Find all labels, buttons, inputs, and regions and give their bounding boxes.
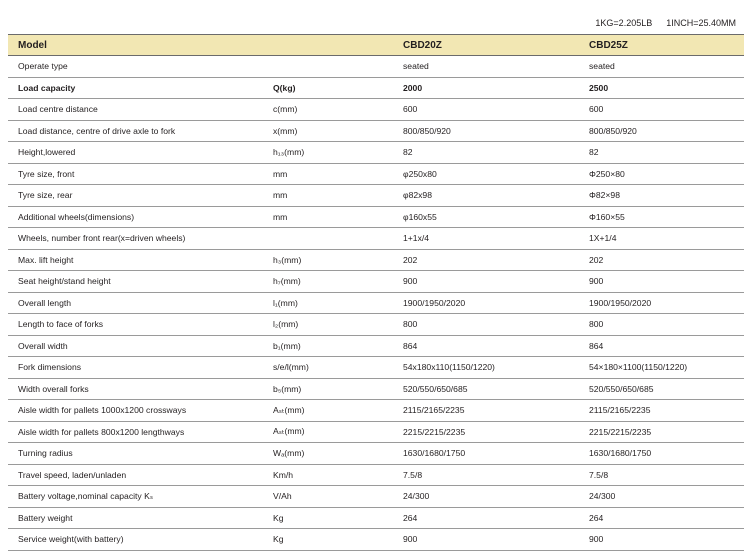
table-row (8, 507, 744, 529)
row-value-cbd20z: 800 (393, 314, 579, 336)
row-value-cbd25z: 54×180×1100(1150/1220) (579, 357, 744, 379)
row-unit: Aₛₜ(mm) (263, 421, 393, 443)
row-unit: mm (263, 206, 393, 228)
header-label: Model (8, 35, 263, 56)
row-label: Width overall forks (8, 378, 263, 400)
table-row (8, 120, 744, 142)
row-unit: b₅(mm) (263, 378, 393, 400)
table-row (8, 292, 744, 314)
table-row (8, 335, 744, 357)
row-unit: mm (263, 185, 393, 207)
row-label: Overall width (8, 335, 263, 357)
table-row (8, 249, 744, 271)
table-row (8, 529, 744, 551)
table-row (8, 99, 744, 121)
row-value-cbd25z: seated (579, 56, 744, 78)
row-value-cbd20z: 520/550/650/685 (393, 378, 579, 400)
row-label: Operate type (8, 56, 263, 78)
table-row (8, 271, 744, 293)
row-value-cbd20z: 1900/1950/2020 (393, 292, 579, 314)
row-label: Tyre size, rear (8, 185, 263, 207)
row-value-cbd20z: 1630/1680/1750 (393, 443, 579, 465)
row-value-cbd20z: 7.5/8 (393, 464, 579, 486)
row-value-cbd20z: 900 (393, 271, 579, 293)
table-row (8, 400, 744, 422)
row-value-cbd20z: 800/850/920 (393, 120, 579, 142)
row-unit: Kg (263, 507, 393, 529)
row-value-cbd20z: 54x180x110(1150/1220) (393, 357, 579, 379)
specification-table (8, 34, 744, 551)
row-unit: Km/h (263, 464, 393, 486)
row-value-cbd20z: 24/300 (393, 486, 579, 508)
row-unit: x(mm) (263, 120, 393, 142)
row-label: Seat height/stand height (8, 271, 263, 293)
row-value-cbd20z: 264 (393, 507, 579, 529)
row-value-cbd25z: 7.5/8 (579, 464, 744, 486)
row-value-cbd20z: 2115/2165/2235 (393, 400, 579, 422)
table-row (8, 421, 744, 443)
row-unit: b₁(mm) (263, 335, 393, 357)
table-row (8, 486, 744, 508)
row-value-cbd20z: 600 (393, 99, 579, 121)
row-label: Overall length (8, 292, 263, 314)
row-label: Battery voltage,nominal capacity Kₛ (8, 486, 263, 508)
row-value-cbd20z: φ250x80 (393, 163, 579, 185)
row-unit: Wₐ(mm) (263, 443, 393, 465)
row-label: Aisle width for pallets 1000x1200 crossways (8, 400, 263, 422)
row-value-cbd25z: 2215/2215/2235 (579, 421, 744, 443)
table-row (8, 185, 744, 207)
row-unit: l₁(mm) (263, 292, 393, 314)
row-value-cbd20z: 2215/2215/2235 (393, 421, 579, 443)
table-row (8, 77, 744, 99)
row-value-cbd25z: 2115/2165/2235 (579, 400, 744, 422)
row-value-cbd20z: φ82x98 (393, 185, 579, 207)
table-row (8, 228, 744, 250)
row-value-cbd20z: 2000 (393, 77, 579, 99)
table-row (8, 443, 744, 465)
row-unit: h₁₃(mm) (263, 142, 393, 164)
row-unit: c(mm) (263, 99, 393, 121)
row-value-cbd25z: 1900/1950/2020 (579, 292, 744, 314)
row-unit (263, 228, 393, 250)
row-value-cbd25z: 600 (579, 99, 744, 121)
row-value-cbd25z: 520/550/650/685 (579, 378, 744, 400)
header-unit (263, 35, 393, 56)
table-row (8, 142, 744, 164)
kg-conversion: 1KG=2.205LB (595, 18, 653, 28)
row-value-cbd25z: 264 (579, 507, 744, 529)
row-value-cbd20z: 1+1x/4 (393, 228, 579, 250)
row-value-cbd20z: 82 (393, 142, 579, 164)
row-value-cbd25z: 202 (579, 249, 744, 271)
table-row (8, 206, 744, 228)
row-value-cbd25z: 900 (579, 271, 744, 293)
row-value-cbd25z: 1X+1/4 (579, 228, 744, 250)
row-unit: Aₛₜ(mm) (263, 400, 393, 422)
row-value-cbd20z: 900 (393, 529, 579, 551)
row-value-cbd25z: 864 (579, 335, 744, 357)
row-value-cbd25z: Φ82×98 (579, 185, 744, 207)
header-model-b: CBD25Z (579, 35, 744, 56)
row-unit: V/Ah (263, 486, 393, 508)
row-label: Fork dimensions (8, 357, 263, 379)
row-value-cbd25z: 82 (579, 142, 744, 164)
table-row (8, 357, 744, 379)
row-label: Additional wheels(dimensions) (8, 206, 263, 228)
row-value-cbd25z: Φ250×80 (579, 163, 744, 185)
row-value-cbd25z: 800 (579, 314, 744, 336)
row-label: Battery weight (8, 507, 263, 529)
row-label: Turning radius (8, 443, 263, 465)
row-unit: h₇(mm) (263, 271, 393, 293)
row-label: Length to face of forks (8, 314, 263, 336)
row-value-cbd25z: 900 (579, 529, 744, 551)
inch-conversion: 1INCH=25.40MM (666, 18, 736, 28)
row-value-cbd25z: Φ160×55 (579, 206, 744, 228)
row-label: Height,lowered (8, 142, 263, 164)
row-unit: h₃(mm) (263, 249, 393, 271)
row-label: Aisle width for pallets 800x1200 lengthways (8, 421, 263, 443)
row-value-cbd25z: 1630/1680/1750 (579, 443, 744, 465)
table-row (8, 56, 744, 78)
row-value-cbd25z: 24/300 (579, 486, 744, 508)
row-value-cbd20z: 202 (393, 249, 579, 271)
row-unit: Q(kg) (263, 77, 393, 99)
table-row (8, 163, 744, 185)
row-value-cbd20z: seated (393, 56, 579, 78)
table-row (8, 314, 744, 336)
row-unit: s/e/l(mm) (263, 357, 393, 379)
row-value-cbd25z: 2500 (579, 77, 744, 99)
table-header-row (8, 35, 744, 56)
row-label: Max. lift height (8, 249, 263, 271)
row-label: Load capacity (8, 77, 263, 99)
row-label: Tyre size, front (8, 163, 263, 185)
row-unit: Kg (263, 529, 393, 551)
row-unit: l₂(mm) (263, 314, 393, 336)
row-unit: mm (263, 163, 393, 185)
table-row (8, 464, 744, 486)
header-model-a: CBD20Z (393, 35, 579, 56)
row-unit (263, 56, 393, 78)
row-label: Travel speed, laden/unladen (8, 464, 263, 486)
row-label: Load distance, centre of drive axle to fork (8, 120, 263, 142)
row-label: Service weight(with battery) (8, 529, 263, 551)
unit-conversion-note (595, 18, 736, 28)
row-label: Load centre distance (8, 99, 263, 121)
row-value-cbd20z: 864 (393, 335, 579, 357)
row-value-cbd25z: 800/850/920 (579, 120, 744, 142)
row-value-cbd20z: φ160x55 (393, 206, 579, 228)
row-label: Wheels, number front rear(x=driven wheels) (8, 228, 263, 250)
table-row (8, 378, 744, 400)
